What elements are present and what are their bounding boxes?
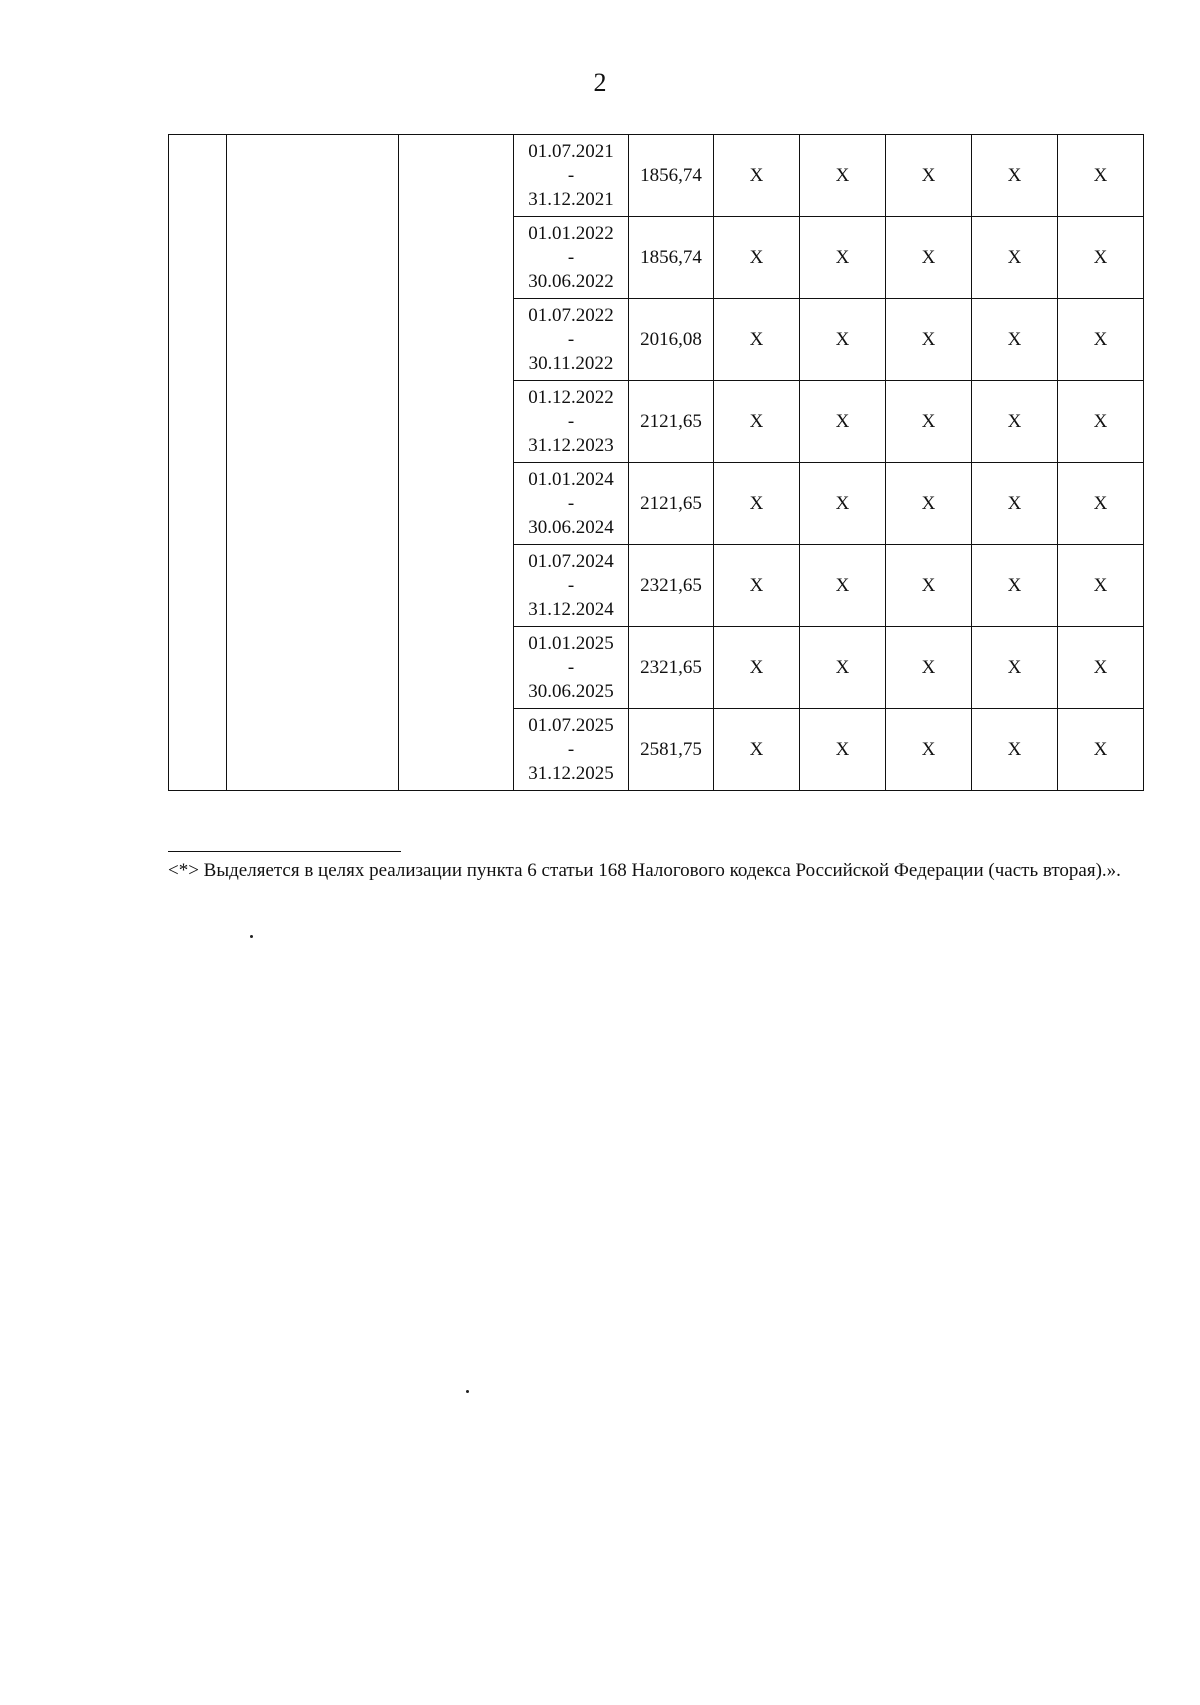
period-cell	[514, 381, 629, 463]
x-mark: X	[972, 217, 1058, 299]
footnote-divider	[168, 851, 401, 852]
period-end: 30.11.2022	[528, 352, 614, 374]
blank-column-2	[227, 135, 399, 791]
period-separator: -	[567, 328, 575, 350]
period-separator: -	[567, 492, 575, 514]
x-mark: X	[886, 217, 972, 299]
period-end: 30.06.2024	[528, 516, 614, 538]
tariff-value: 2321,65	[629, 545, 714, 627]
period-start: 01.01.2022	[528, 222, 614, 244]
period-cell	[514, 299, 629, 381]
period-start: 01.07.2024	[528, 550, 614, 572]
x-mark: X	[972, 463, 1058, 545]
period-start: 01.01.2025	[528, 632, 614, 654]
x-mark: X	[714, 463, 800, 545]
tariff-value: 2121,65	[629, 381, 714, 463]
x-mark: X	[886, 135, 972, 217]
table-body	[169, 135, 1144, 791]
period-end: 31.12.2021	[528, 188, 614, 210]
x-mark: X	[714, 135, 800, 217]
period-start: 01.01.2024	[528, 468, 614, 490]
x-mark: X	[1058, 627, 1144, 709]
period-end: 31.12.2023	[528, 434, 614, 456]
x-mark: X	[1058, 381, 1144, 463]
x-mark: X	[886, 709, 972, 791]
x-mark: X	[886, 463, 972, 545]
x-mark: X	[800, 135, 886, 217]
period-end: 30.06.2022	[528, 270, 614, 292]
period-separator: -	[567, 738, 575, 760]
x-mark: X	[800, 463, 886, 545]
scan-speck	[250, 935, 253, 938]
x-mark: X	[1058, 299, 1144, 381]
period-separator: -	[567, 656, 575, 678]
x-mark: X	[800, 627, 886, 709]
period-separator: -	[567, 164, 575, 186]
x-mark: X	[972, 135, 1058, 217]
period-start: 01.07.2022	[528, 304, 614, 326]
x-mark: X	[1058, 135, 1144, 217]
x-mark: X	[886, 381, 972, 463]
blank-column-1	[169, 135, 227, 791]
tariff-value: 2321,65	[629, 627, 714, 709]
tariff-value: 2121,65	[629, 463, 714, 545]
x-mark: X	[886, 627, 972, 709]
x-mark: X	[800, 381, 886, 463]
x-mark: X	[1058, 463, 1144, 545]
period-end: 31.12.2025	[528, 762, 614, 784]
period-cell	[514, 463, 629, 545]
x-mark: X	[972, 627, 1058, 709]
tariff-value: 2016,08	[629, 299, 714, 381]
period-separator: -	[567, 574, 575, 596]
x-mark: X	[972, 709, 1058, 791]
x-mark: X	[800, 709, 886, 791]
table-row	[169, 135, 1144, 217]
x-mark: X	[800, 545, 886, 627]
x-mark: X	[714, 381, 800, 463]
tariff-value: 2581,75	[629, 709, 714, 791]
period-end: 31.12.2024	[528, 598, 614, 620]
period-cell	[514, 135, 629, 217]
x-mark: X	[714, 545, 800, 627]
x-mark: X	[1058, 709, 1144, 791]
tariff-value: 1856,74	[629, 217, 714, 299]
x-mark: X	[1058, 217, 1144, 299]
x-mark: X	[714, 709, 800, 791]
tariff-value: 1856,74	[629, 135, 714, 217]
x-mark: X	[714, 627, 800, 709]
x-mark: X	[972, 381, 1058, 463]
x-mark: X	[800, 299, 886, 381]
page-number: 2	[593, 68, 607, 97]
period-separator: -	[567, 246, 575, 268]
period-start: 01.12.2022	[528, 386, 614, 408]
period-cell	[514, 545, 629, 627]
x-mark: X	[714, 217, 800, 299]
period-end: 30.06.2025	[528, 680, 614, 702]
period-cell	[514, 217, 629, 299]
x-mark: X	[972, 299, 1058, 381]
x-mark: X	[1058, 545, 1144, 627]
period-start: 01.07.2021	[528, 140, 614, 162]
x-mark: X	[886, 545, 972, 627]
tariff-table	[168, 134, 1144, 791]
footnote-text: <*> Выделяется в целях реализации пункта 6 статьи 168 Налогового кодекса Российской Федерации (часть вторая).».	[168, 860, 1121, 881]
x-mark: X	[714, 299, 800, 381]
x-mark: X	[800, 217, 886, 299]
x-mark: X	[886, 299, 972, 381]
period-cell	[514, 709, 629, 791]
blank-column-3	[399, 135, 514, 791]
x-mark: X	[972, 545, 1058, 627]
period-start: 01.07.2025	[528, 714, 614, 736]
period-cell	[514, 627, 629, 709]
period-separator: -	[567, 410, 575, 432]
scan-speck	[466, 1390, 469, 1393]
